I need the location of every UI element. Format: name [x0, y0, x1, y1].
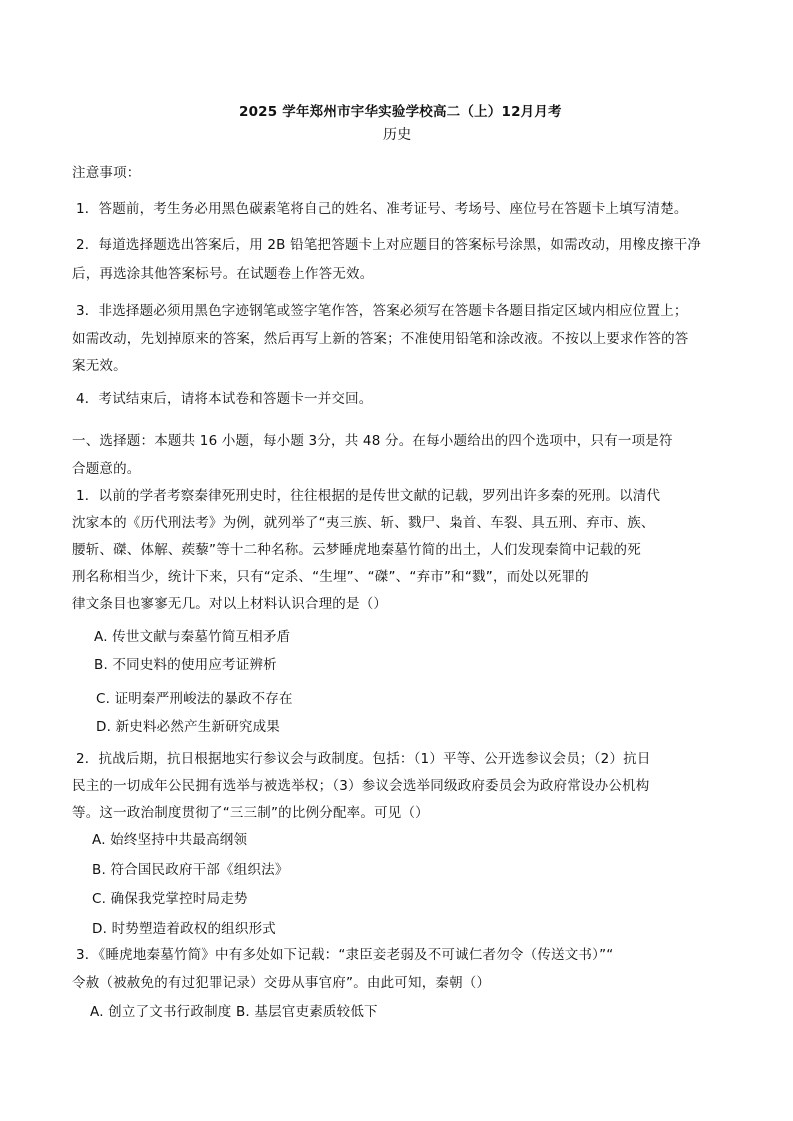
notice-item-3-line-1: 3．非选择题必须用黑色字迹钢笔或签字笔作答，答案必须写在答题卡各题目指定区域内相应位置上；	[76, 303, 688, 319]
exam-subject: 历史	[383, 127, 412, 143]
question-1-line-1: 1．以前的学者考察秦律死刑史时，往往根据的是传世文献的记载，罗列出许多秦的死刑。以清代	[76, 488, 661, 504]
notice-heading: 注意事项：	[72, 165, 141, 181]
question-2-line-2: 民主的一切成年公民拥有选举与被选举权；（3）参议会选举同级政府委员会为政府常设办公机构	[72, 778, 650, 794]
question-1-line-3: 腰斩、磔、体解、蒺藜”等十二种名称。云梦睡虎地秦墓竹简的出土，人们发现秦简中记载的死	[72, 542, 641, 558]
question-1-line-5: 律文条目也寥寥无几。对以上材料认识合理的是（）	[72, 596, 388, 612]
notice-item-4: 4．考试结束后，请将本试卷和答题卡一并交回。	[76, 391, 373, 407]
section-1-intro-line-1: 一、选择题：本题共 16 小题，每小题 3分，共 48 分。在每小题给出的四个选项中，只有一项是符	[72, 433, 673, 449]
question-1-option-d: D. 新史料必然产生新研究成果	[96, 719, 280, 735]
question-2-option-c: C. 确保我党掌控时局走势	[92, 891, 248, 907]
question-1-option-b: B. 不同史料的使用应考证辨析	[94, 657, 277, 673]
question-2-line-1: 2．抗战后期，抗日根据地实行参议会与政制度。包括：（1）平等、公开选参议会员；（2）抗日	[76, 751, 651, 767]
question-2-option-d: D. 时势塑造着政权的组织形式	[92, 921, 276, 937]
question-2-line-3: 等。这一政治制度贯彻了“三三制”的比例分配率。可见（）	[72, 805, 429, 821]
question-1-option-a: A. 传世文献与秦墓竹简互相矛盾	[94, 629, 291, 645]
question-1-line-2: 沈家本的《历代刑法考》为例，就列举了“夷三族、斩、戮尸、枭首、车裂、具五刑、弃市、族、	[72, 515, 655, 531]
notice-item-2-line-2: 后，再选涂其他答案标号。在试题卷上作答无效。	[72, 266, 374, 282]
question-2-option-b: B. 符合国民政府干部《组织法》	[92, 862, 289, 878]
notice-item-1: 1．答题前，考生务必用黑色碳素笔将自己的姓名、准考证号、考场号、座位号在答题卡上填写清楚。	[76, 201, 688, 217]
section-1-intro-line-2: 合题意的。	[72, 461, 141, 477]
question-1-option-c: C. 证明秦严刑峻法的暴政不存在	[96, 691, 293, 707]
exam-title: 2025 学年郑州市宇华实验学校高二（上）12月月考	[239, 104, 562, 120]
question-1-line-4: 刑名称相当少，统计下来，只有“定杀、“生埋”、“磔”、“弃市”和“戮”，而处以死罪的	[72, 569, 589, 585]
notice-item-3-line-2: 如需改动，先划掉原来的答案，然后再写上新的答案；不准使用铅笔和涂改液。不按以上要求作答的答	[72, 331, 689, 347]
question-2-option-a: A. 始终坚持中共最高纲领	[92, 832, 248, 848]
question-3-line-2: 令赦（被赦免的有过犯罪记录）交毋从事官府”。由此可知，秦朝（）	[72, 975, 491, 991]
notice-item-2-line-1: 2．每道选择题选出答案后，用 2B 铅笔把答题卡上对应题目的答案标号涂黑，如需改动，用橡皮擦干净	[76, 237, 702, 253]
question-3-options-a-b: A. 创立了文书行政制度 B. 基层官吏素质较低下	[90, 1004, 378, 1020]
question-3-line-1: 3．《睡虎地秦墓竹简》中有多处如下记载：“隶臣妾老弱及不可诚仁者勿令（传送文书）”“	[76, 947, 614, 963]
notice-item-3-line-3: 案无效。	[72, 358, 127, 374]
